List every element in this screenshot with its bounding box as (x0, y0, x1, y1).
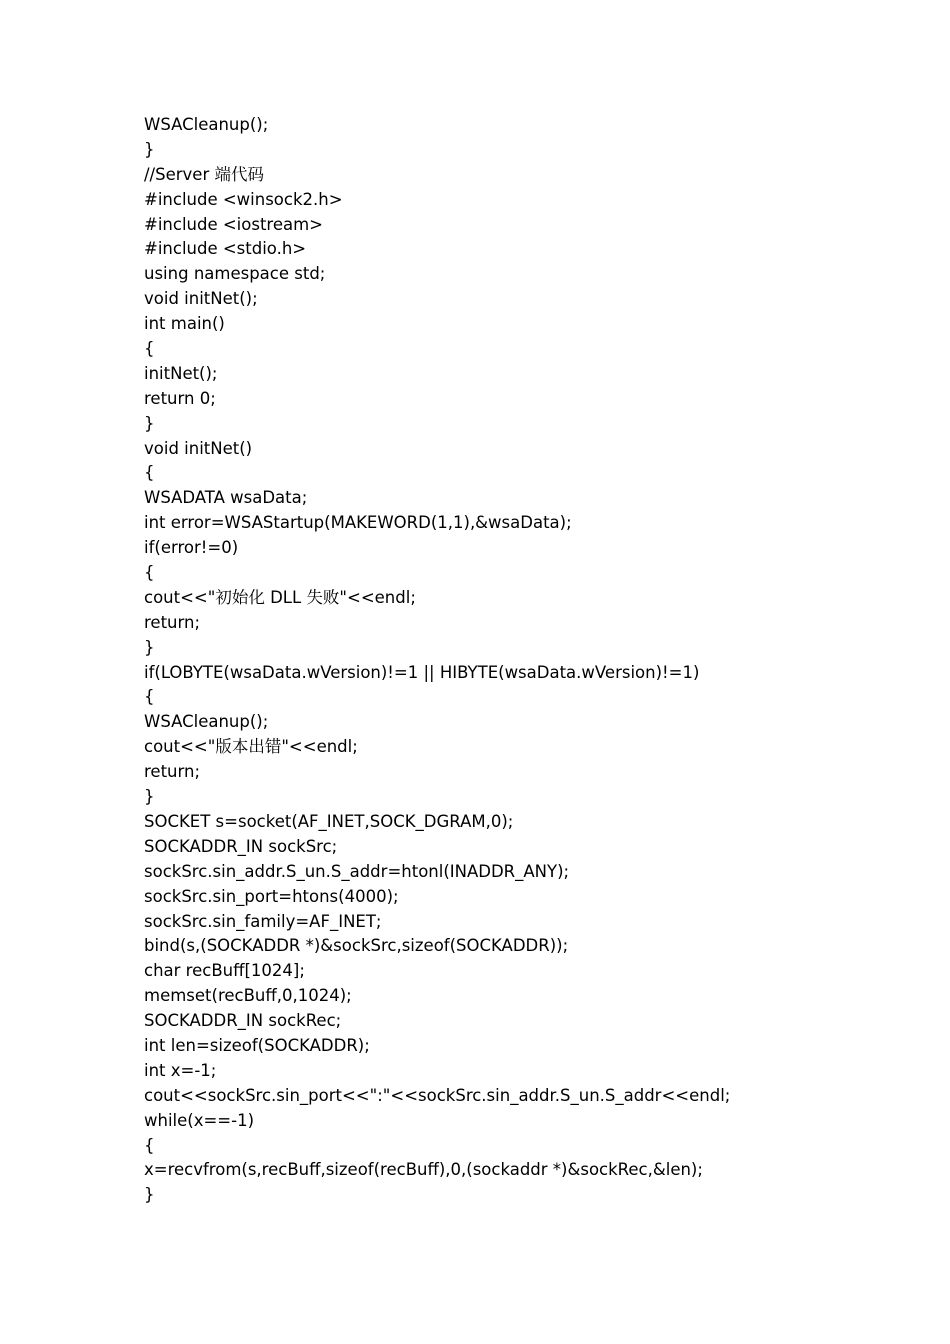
code-line: cout<<"初始化 DLL 失败"<<endl; (144, 587, 416, 607)
code-line: void initNet(); (144, 289, 258, 309)
code-line: } (144, 787, 155, 807)
code-line: char recBuff[1024]; (144, 961, 305, 981)
code-line: return; (144, 612, 201, 632)
code-line: WSACleanup(); (144, 115, 269, 134)
code-line: SOCKADDR_IN sockRec; (144, 1011, 342, 1031)
code-line: #include <iostream> (144, 214, 324, 234)
code-line: int x=-1; (144, 1060, 217, 1080)
code-line: } (144, 637, 155, 657)
code-line: x=recvfrom(s,recBuff,sizeof(recBuff),0,(sockaddr *)&sockRec,&len); (144, 1160, 703, 1180)
code-line: { (144, 563, 155, 583)
code-line: } (144, 413, 155, 433)
code-line: { (144, 687, 155, 707)
code-listing (144, 113, 904, 1208)
code-line: { (144, 339, 155, 359)
code-line: memset(recBuff,0,1024); (144, 986, 352, 1006)
code-line: int error=WSAStartup(MAKEWORD(1,1),&wsaData); (144, 513, 572, 533)
code-line: sockSrc.sin_family=AF_INET; (144, 911, 382, 931)
code-line: #include <winsock2.h> (144, 189, 343, 209)
code-line: } (144, 139, 155, 159)
code-line: SOCKET s=socket(AF_INET,SOCK_DGRAM,0); (144, 811, 514, 831)
code-line: if(error!=0) (144, 538, 239, 558)
code-line: int len=sizeof(SOCKADDR); (144, 1035, 370, 1055)
code-line: bind(s,(SOCKADDR *)&sockSrc,sizeof(SOCKADDR)); (144, 936, 569, 956)
code-line: WSADATA wsaData; (144, 488, 308, 508)
code-line: return; (144, 762, 201, 782)
code-line: void initNet() (144, 438, 253, 458)
code-line: WSACleanup(); (144, 712, 269, 732)
code-line: { (144, 463, 155, 483)
code-line: sockSrc.sin_addr.S_un.S_addr=htonl(INADDR_ANY); (144, 861, 570, 881)
code-line: } (144, 1185, 155, 1205)
code-line: while(x==-1) (144, 1110, 255, 1130)
code-line: { (144, 1135, 155, 1155)
code-line: int main() (144, 314, 225, 334)
code-line: SOCKADDR_IN sockSrc; (144, 836, 338, 856)
code-line: #include <stdio.h> (144, 239, 307, 259)
code-line: cout<<sockSrc.sin_port<<":"<<sockSrc.sin_addr.S_un.S_addr<<endl; (144, 1085, 731, 1105)
code-line: using namespace std; (144, 264, 326, 284)
code-line: cout<<"版本出错"<<endl; (144, 737, 358, 757)
code-line: //Server 端代码 (144, 164, 264, 184)
code-line: sockSrc.sin_port=htons(4000); (144, 886, 399, 906)
code-line: initNet(); (144, 363, 218, 383)
code-line: if(LOBYTE(wsaData.wVersion)!=1 || HIBYTE(wsaData.wVersion)!=1) (144, 662, 700, 682)
code-line: return 0; (144, 388, 216, 408)
